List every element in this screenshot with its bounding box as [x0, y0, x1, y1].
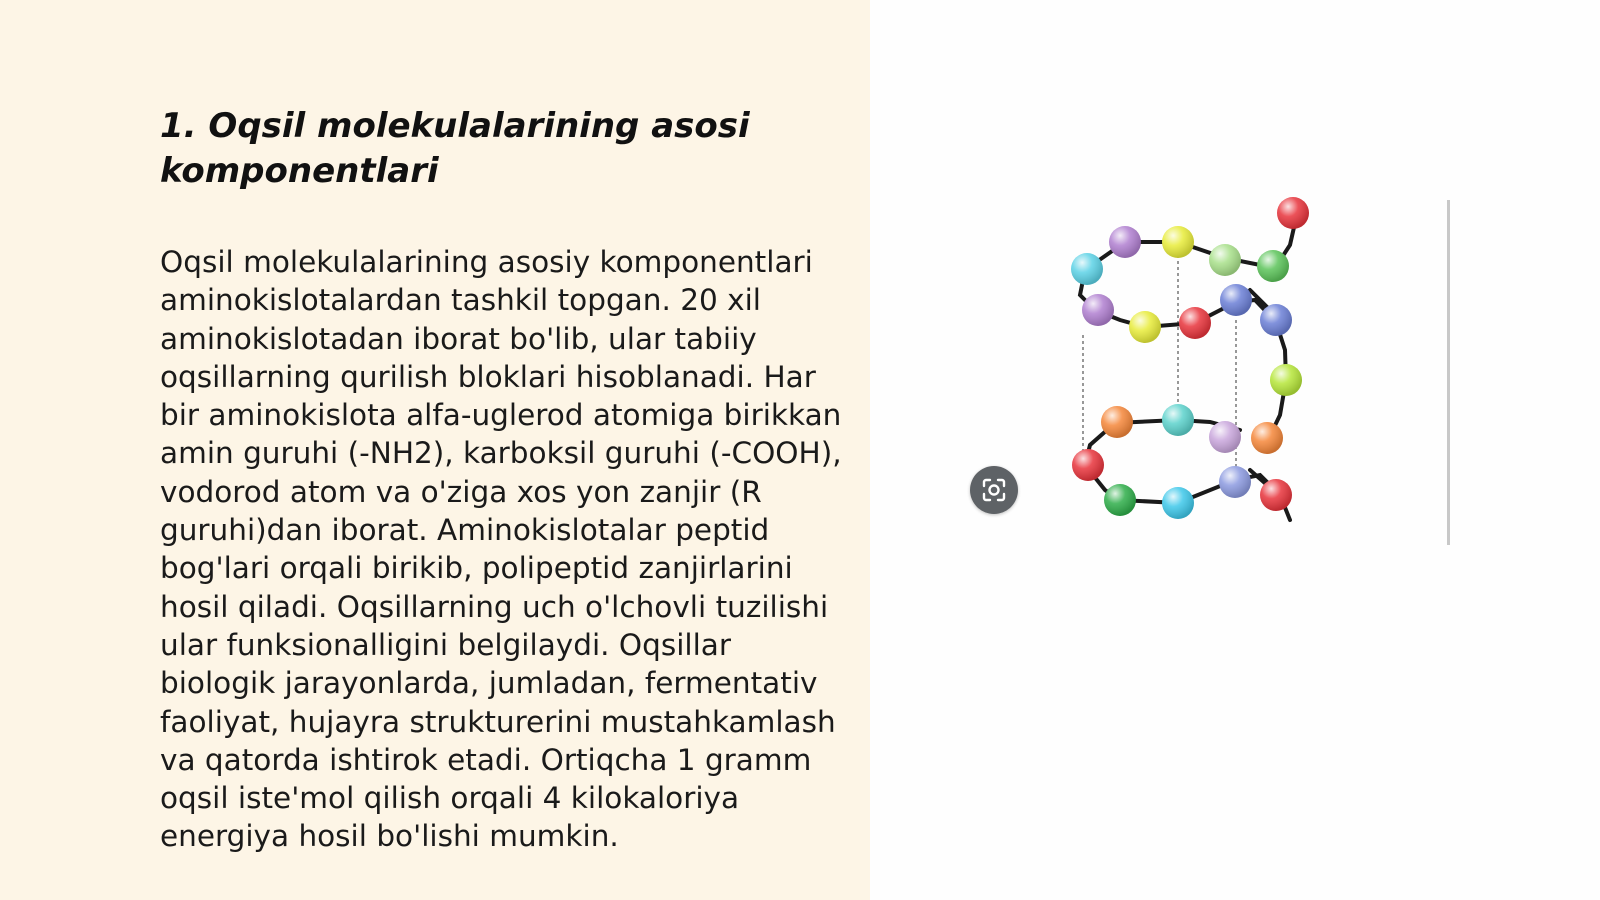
amino-acid-beads — [1071, 197, 1309, 519]
image-edge-divider — [1447, 200, 1450, 545]
slide-title: 1. Oqsil molekulalarining asosi komponentlari — [160, 106, 750, 191]
slide-body-text: Oqsil molekulalarining asosiy komponentlari aminokislotalardan tashkil topgan. 20 xil aminokislotadan iborat bo'lib, ular tabiiy oqsillarning qurilish bloklari hisoblanadi. Har bir aminokislota alfa-uglerod atomiga birikkan amin guruhi (-NH2), karboksil guruhi (-COOH), vodorod atom va o'ziga xos yon zanjir (R guruhi)dan iborat. Aminokislotalar peptid bog'lari orqali birikib, polipeptid zanjirlarini hosil qiladi. Oqsillarning uch o'lchovli tuzilishi ular funksionalligini belgilaydi. Oqsillar biologik jarayonlarda, jumladan, fermentativ faoliyat, hujayra strukturerini mustahkamlash va qatorda ishtirok etadi. Ortiqcha 1 gramm oqsil iste'mol qilish orqali 4 kilokaloriya energiya hosil bo'lishi mumkin. — [160, 245, 842, 854]
protein-structure-image — [1050, 190, 1340, 540]
lens-search-icon — [981, 477, 1007, 503]
lens-search-button[interactable] — [970, 466, 1018, 514]
